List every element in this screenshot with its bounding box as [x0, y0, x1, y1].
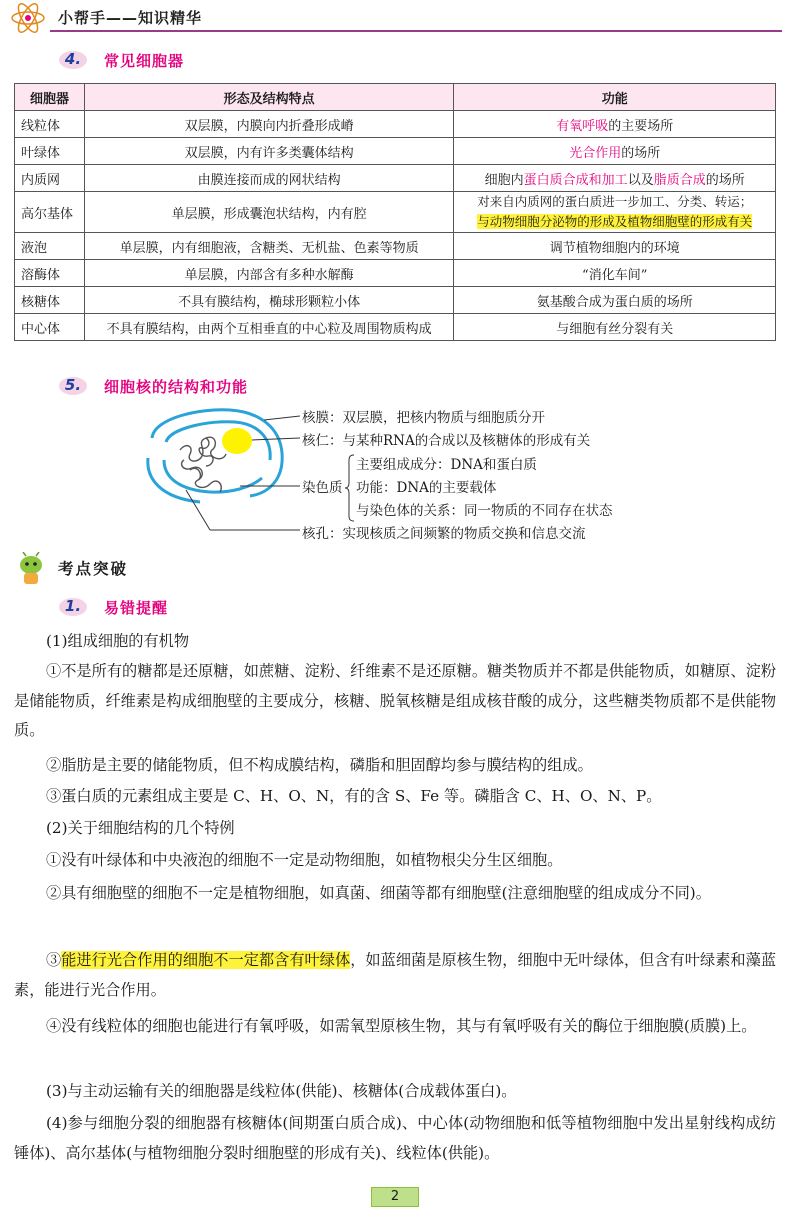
paragraph: (3)与主动运输有关的细胞器是线粒体(供能)、核糖体(合成载体蛋白)。: [46, 1082, 517, 1100]
paragraph: (2)关于细胞结构的几个特例: [46, 819, 235, 837]
function-text: 细胞内: [484, 172, 524, 188]
organelle-table: [14, 83, 776, 341]
chromatin-relation: 与染色体的关系：同一物质的不同存在状态: [356, 503, 613, 519]
organelle-name: 溶酶体: [15, 260, 85, 287]
table-row: [15, 314, 776, 341]
function-text: 的场所: [705, 172, 745, 188]
atom-logo-icon: [8, 2, 48, 34]
organelle-name: 高尔基体: [15, 192, 85, 233]
nucleus-diagram: [140, 398, 660, 548]
organelle-name: 中心体: [15, 314, 85, 341]
table-row: [15, 192, 776, 233]
organelle-structure: 不具有膜结构，由两个互相垂直的中心粒及周围物质构成: [84, 314, 453, 341]
organelle-function: “消化车间”: [454, 260, 776, 287]
table-row: [15, 287, 776, 314]
nucleolus-label: 核仁：与某种RNA的合成以及核糖体的形成有关: [302, 433, 591, 449]
page-number: 2: [371, 1187, 419, 1207]
organelle-function: 氨基酸合成为蛋白质的场所: [454, 287, 776, 314]
section-1-badge: [58, 595, 88, 617]
paragraph: ②具有细胞壁的细胞不一定是植物细胞，如真菌、细菌等都有细胞壁(注意细胞壁的组成成分不同)。: [46, 884, 711, 902]
paragraph: ②脂肪是主要的储能物质，但不构成膜结构，磷脂和胆固醇均参与膜结构的组成。: [46, 756, 593, 774]
header-organelle: 细胞器: [15, 84, 85, 111]
organelle-name: 核糖体: [15, 287, 85, 314]
table-row: [15, 233, 776, 260]
paragraph: ①没有叶绿体和中央液泡的细胞不一定是动物细胞，如植物根尖分生区细胞。: [46, 851, 563, 869]
nuclear-pore-label: 核孔：实现核质之间频繁的物质交换和信息交流: [302, 526, 586, 542]
function-line-1: 对来自内质网的蛋白质进一步加工、分类、转运；: [477, 194, 753, 209]
organelle-structure: 单层膜，内部含有多种水解酶: [84, 260, 453, 287]
nucleus-membrane-label: 核膜：双层膜，把核内物质与细胞质分开: [302, 410, 545, 426]
section-4-title: 常见细胞器: [104, 52, 185, 70]
organelle-structure: 双层膜，内膜向内折叠形成嵴: [84, 111, 453, 138]
paragraph: ③蛋白质的元素组成主要是 C、H、O、N，有的含 S、Fe 等。磷脂含 C、H、O、N、P。: [46, 787, 662, 805]
function-keyword: 有氧呼吸: [556, 118, 609, 134]
nucleus-illustration: [140, 398, 300, 548]
organelle-function: [454, 111, 776, 138]
chromatin-label: 染色质: [302, 480, 343, 496]
organelle-structure: 由膜连接而成的网状结构: [84, 165, 453, 192]
function-keyword: 光合作用: [569, 145, 622, 161]
paragraph-highlight: 能进行光合作用的细胞不一定都含有叶绿体: [61, 951, 351, 969]
section-4-badge: [58, 48, 88, 70]
header-rule: [50, 30, 782, 32]
section-5-badge: [58, 374, 88, 396]
organelle-function: [454, 138, 776, 165]
header-function: 功能: [454, 84, 776, 111]
organelle-name: 内质网: [15, 165, 85, 192]
paragraph: ①不是所有的糖都是还原糖，如蔗糖、淀粉、纤维素不是还原糖。糖类物质并不都是供能物质，如糖原、淀粉是储能物质，纤维素是构成细胞壁的主要成分，核糖、脱氧核糖是组成核苷酸的成分，这些糖类物质都不是供能物质。: [14, 662, 776, 739]
organelle-name: 线粒体: [15, 111, 85, 138]
organelle-function: [454, 165, 776, 192]
organelle-structure: 不具有膜结构，椭球形颗粒小体: [84, 287, 453, 314]
table-row: [15, 165, 776, 192]
organelle-structure: 单层膜，内有细胞液，含糖类、无机盐、色素等物质: [84, 233, 453, 260]
organelle-structure: 单层膜，形成囊泡状结构，内有腔: [84, 192, 453, 233]
table-row: [15, 260, 776, 287]
section-4-number: 4.: [64, 50, 82, 68]
paragraph: (1)组成细胞的有机物: [46, 632, 190, 650]
organelle-name: 液泡: [15, 233, 85, 260]
function-text: 的场所: [621, 145, 661, 161]
organelle-function: 调节植物细胞内的环境: [454, 233, 776, 260]
kaodian-title: 考点突破: [58, 560, 129, 578]
function-text: 的主要场所: [608, 118, 674, 134]
section-1-title: 易错提醒: [104, 599, 169, 617]
chromatin-composition: 主要组成成分：DNA和蛋白质: [356, 457, 537, 473]
chromatin-function: 功能：DNA的主要载体: [356, 480, 497, 496]
function-line-2-highlight: 与动物细胞分泌物的形成及植物细胞壁的形成有关: [477, 214, 753, 229]
function-keyword: 脂质合成: [653, 172, 706, 188]
paragraph-text: ，如蓝细菌是原核生物，细胞中无叶绿体，但含有叶绿素和藻蓝素，能进行光合作用。: [14, 951, 777, 999]
function-keyword: 蛋白质合成和加工: [523, 172, 628, 188]
section-5-title: 细胞核的结构和功能: [104, 378, 249, 396]
page-header: [0, 0, 790, 34]
section-1-number: 1.: [64, 597, 82, 615]
paragraph: (4)参与细胞分裂的细胞器有核糖体(间期蛋白质合成)、中心体(动物细胞和低等植物细胞中发出星射线构成纺锤体)、高尔基体(与植物细胞分裂时细胞壁的形成有关)、线粒体(供能)。: [14, 1114, 776, 1162]
paragraph: [14, 946, 776, 1005]
brace-icon: [344, 453, 356, 523]
section-5-number: 5.: [64, 376, 82, 394]
function-text: 以及: [627, 172, 654, 188]
header-title: 小帮手——知识精华: [58, 9, 203, 27]
mascot-icon: [14, 552, 48, 586]
header-structure: 形态及结构特点: [84, 84, 453, 111]
paragraph-marker: ③: [46, 951, 62, 969]
table-row: [15, 138, 776, 165]
organelle-structure: 双层膜，内有许多类囊体结构: [84, 138, 453, 165]
organelle-function: 与细胞有丝分裂有关: [454, 314, 776, 341]
table-row: [15, 111, 776, 138]
organelle-name: 叶绿体: [15, 138, 85, 165]
organelle-function: [454, 192, 776, 233]
paragraph: ④没有线粒体的细胞也能进行有氧呼吸，如需氧型原核生物，其与有氧呼吸有关的酶位于细胞膜(质膜)上。: [46, 1017, 757, 1035]
table-header-row: [15, 84, 776, 111]
